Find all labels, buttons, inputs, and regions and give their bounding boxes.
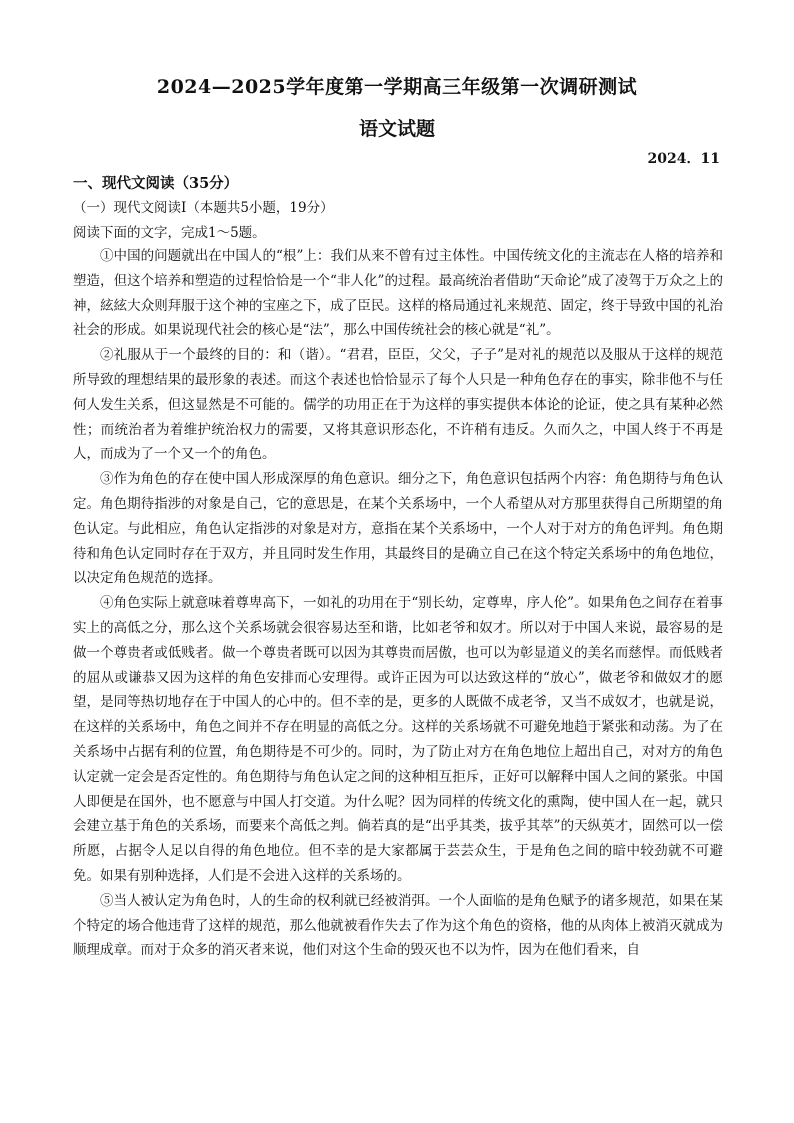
exam-subject: 语文试题	[358, 118, 435, 140]
subsection-heading: （一）现代文阅读Ⅰ（本题共5小题，19分）	[73, 200, 334, 216]
passage-paragraph-3: ③作为角色的存在使中国人形成深厚的角色意识。细分之下，角色意识包括两个内容：角色期待与角色认定。角色期待指涉的对象是自己，它的意思是，在某个关系场中，一个人希望从对方那里获得自己所期望的角色认定。与此相应，角色认定指涉的对象是对方，意指在某个关系场中，一个人对于对方的角色评判。角色期待和角色认定同时存在于双方，并且同时发生作用，其最终目的是确立自己在这个特定关系场中的角色地位，以决定角色规范的选择。	[73, 471, 723, 587]
passage-paragraph-1: ①中国的问题就出在中国人的“根”上：我们从来不曾有过主体性。中国传统文化的主流志在人格的培养和塑造，但这个培养和塑造的过程恰恰是一个“非人化”的过程。最高统治者借助“天命论”成了凌驾于万众之上的神，絃絃大众则拜服于这个神的宝座之下，成了臣民。这样的格局通过礼来规范、固定，终于导致中国的礼治社会的形成。如果说现代社会的核心是“法”，那么中国传统社会的核心就是“礼”。	[73, 248, 723, 339]
exam-title: 2024—2025学年度第一学期高三年级第一次调研测试	[156, 76, 638, 98]
exam-date: 2024．11	[647, 151, 720, 167]
reading-instruction: 阅读下面的文字，完成1～5题。	[73, 225, 266, 241]
passage-paragraph-5: ⑤当人被认定为角色时，人的生命的权利就已经被消弭。一个人面临的是角色赋予的诸多规范，如果在某个特定的场合他违背了这样的规范，那么他就被看作失去了作为这个角色的资格，他的从肉体上被消灭就成为顺理成章。而对于众多的消灭者来说，他们对这个生命的毁灭也不以为忤，因为在他们看来，自	[73, 892, 723, 959]
passage-body	[73, 244, 723, 963]
section-heading: 一、现代文阅读（35分）	[73, 175, 239, 192]
passage-paragraph-2: ②礼服从于一个最终的目的：和（谐）。“君君，臣臣，父父，子子”是对礼的规范以及服从于这样的规范所导致的理想结果的最形象的表述。而这个表述也恰恰显示了每个人只是一种角色存在的事实，除非他不与任何人发生关系，但这显然是不可能的。儒学的功用正在于为这样的事实提供本体论的论证，使之具有某种必然性；而统治者为着维护统治权力的需要，又将其意识形态化，不许稍有违反。久而久之，中国人终于不再是人，而成为了一个又一个的角色。	[73, 347, 723, 463]
passage-paragraph-4: ④角色实际上就意味着尊卑高下，一如礼的功用在于“别长幼，定尊卑，序人伦”。如果角色之间存在着事实上的高低之分，那么这个关系场就会很容易达至和谐，比如老爷和奴才。所以对于中国人来说，最容易的是做一个尊贵者或低贱者。做一个尊贵者既可以因为其尊贵而居傲，也可以为彰显道义的美名而慈悍。而低贱者的屈从或谦恭又因为这样的角色安排而心安理得。或许正因为可以达致这样的“放心”，做老爷和做奴才的愿望，是同等热切地存在于中国人的心中的。但不幸的是，更多的人既做不成老爷，又当不成奴才，也就是说，在这样的关系场中，角色之间并不存在明显的高低之分。这样的关系场就不可避免地趋于紧张和动荡。为了在关系场中占据有利的位置，角色期待是不可少的。同时，为了防止对方在角色地位上超出自己，对对方的角色认定就一定会是否定性的。角色期待与角色认定之间的这种相互拒斥，正好可以解释中国人之间的紧张。中国人即便是在国外，也不愿意与中国人打交道。为什么呢？因为同样的传统文化的熏陶，使中国人在一起，就只会建立基于角色的关系场，而要来个高低之判。倘若真的是“出乎其类，拔乎其萃”的天纵英才，固然可以一偿所愿，占据令人足以自得的角色地位。但不幸的是大家都属于芸芸众生，于是角色之间的暗中较劲就不可避免。如果有别种选择，人们是不会进入这样的关系场的。	[73, 595, 723, 884]
